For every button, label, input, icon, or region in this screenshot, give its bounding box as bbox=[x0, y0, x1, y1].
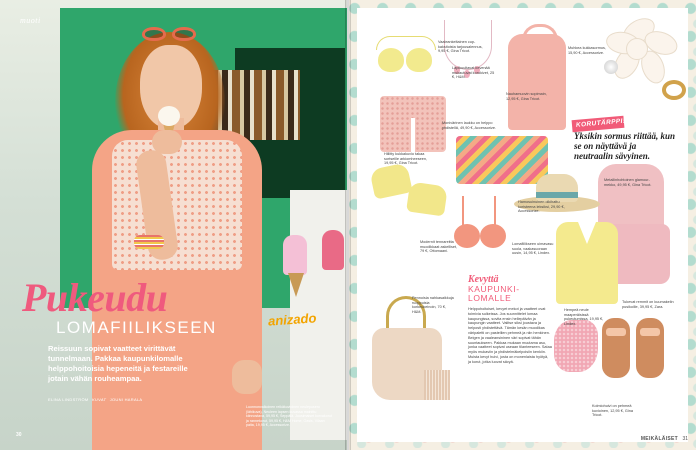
caption-bag: Pennoisia nahkasaikkuja ruoppuisia korkeukeinoin, 70 €, H&M. bbox=[412, 296, 454, 315]
left-page bbox=[0, 0, 347, 450]
sandals-image bbox=[600, 318, 670, 380]
headline-sub: LOMAFIILIKSEEN bbox=[56, 318, 217, 337]
yellow-knit-image bbox=[556, 222, 618, 304]
spread-gutter bbox=[345, 0, 351, 450]
caption-dress: Metallinhohtoinen glamour-mekko, 49,95 €, Gina Tricot. bbox=[604, 178, 652, 187]
icecream-sticker bbox=[283, 235, 307, 275]
caption-necklace: Läpikuultavat kevenää mukautuvat korukivet, 25 €, H&M. bbox=[452, 66, 495, 80]
feature-box bbox=[468, 274, 552, 424]
byline-writer: ELINA LINDSTRÖM bbox=[48, 397, 89, 402]
caption-knit: Hempeä neule maaperäisissä pukeutumissa, 19,95 €, Lindex. bbox=[564, 308, 604, 327]
flower-ring-image bbox=[592, 14, 688, 100]
sunglasses bbox=[140, 27, 200, 41]
page-number-right: 31 bbox=[682, 436, 688, 442]
caption-shorts: Monivärinen laukku on helppo yhdistellä, 49,90 €, Accessorize. bbox=[442, 121, 497, 130]
headline-main: Pukeudu bbox=[22, 275, 168, 320]
lede-text: Reissuun sopivat vaatteet virittävät tunnelmaan. Pakkaa kaupunkilomalle helppohoitoisia hepeneitä ja festareille jotain vähän rouheampaa. bbox=[48, 344, 188, 383]
caption-hat: Hamosuinuinen olkihattu koristeena leksiksi, 29,90 €, Accessorize. bbox=[518, 200, 565, 214]
lace-sweater-front bbox=[112, 140, 242, 270]
photo-caption: Luonnonvalkoinen reikäkuvioinen neulepusero (lähikuva), Neuleen lapsen kuvassa mainittu kiinnostava, 59,95 €, Seppälä. Jousimaiset korvakorut ja rannekorut, 59,95 €, H&M Home, Oasis, Vilaan paita, 19,95 €, Accessorize. bbox=[246, 405, 332, 428]
caption-flower-ring: Muhkea kukkasormus, 15,90 €, Accessorize. bbox=[568, 46, 606, 55]
scarf-image bbox=[554, 320, 598, 372]
byline-photo-label: KUVAT bbox=[91, 397, 107, 402]
model-hand bbox=[152, 130, 182, 154]
page-number-left: 30 bbox=[16, 432, 22, 438]
bracelets bbox=[134, 235, 164, 249]
icecream-sticker-pink bbox=[322, 230, 344, 270]
jewelry-tip-label: KORUTÄRPPI! bbox=[575, 117, 626, 129]
feature-body: Helppohoitoiset, kevyet mekot ja vaatteet ovat toimivia sulkeissa. Jos suunnittelet lomaa kaupungissa, sovita ensin hellepäivän ja kaupungin vaatteet. Valitse siksi joustava ja helposti yhdistettävä. Tämän kesän muodikas väripaletti on pastellien pehmeä ja niin henkinen. Beigen ja vaaleansininen väri sopivat tähän suuntaukseen. Pakkaa mukaan muutama asu, jonka vaatteet sopivat useaan tilanteeseen. Sataa myös mukaviin ja yhdistelmäkelpoisiin kenkiin. Muista kevyt huivi, josta on monenlaista hyötyä, ja korut, jotka luovat sävyä. bbox=[468, 307, 552, 364]
caption-heels: Hillitty kukkakuvio takaa sortseille arkiomheeseen, 19,95 €, Gina Tricot. bbox=[384, 152, 428, 166]
caption-bikini-top: Vaaleankeltainen cup-kaksitoista tarjousalennus, 9,95 €, Gina Tricot. bbox=[438, 40, 483, 54]
ice-cream-scoop bbox=[158, 106, 180, 126]
magazine-name: MEIKÄLÄISET bbox=[640, 436, 679, 442]
yellow-shoes-image bbox=[372, 160, 456, 222]
feature-subtitle: KAUPUNKI-LOMALLE bbox=[468, 284, 520, 303]
swimsuit-image bbox=[452, 196, 508, 272]
caption-scarf: Kolmiohuivi on pehmeä kuvioinen, 12,95 €, Gina Tricot. bbox=[592, 404, 633, 418]
caption-tank-visible: Nauhamuovin sopimain, 12,95 €, Gina Tricot. bbox=[506, 92, 547, 101]
caption-sneakers: Modernit tennareitta muodikkaat askelliset, 79 €, Ottomaani. bbox=[420, 240, 458, 254]
model-hand-right bbox=[232, 360, 262, 394]
folio-right bbox=[641, 436, 688, 442]
caption-sandals: Tukevat remmit on kuumakelin pusikoille, 39,95 €, Zara. bbox=[622, 300, 674, 309]
truck-sign: anizado bbox=[267, 310, 317, 329]
headline bbox=[22, 275, 322, 338]
byline-photographer: JOUNI HARALA bbox=[109, 397, 143, 402]
caption-swimsuit: Lomafiilikseen uimavasu suola, vaakasuoraan uusin, 14,95 €, Lindex. bbox=[512, 242, 554, 256]
tank-top-image bbox=[508, 34, 566, 130]
byline bbox=[48, 397, 198, 402]
feature-title: Kevyttä bbox=[468, 274, 499, 285]
bikini-top-image bbox=[376, 36, 436, 72]
floral-shorts-image bbox=[380, 96, 446, 152]
section-tag: muoti bbox=[20, 16, 41, 25]
ring-headline: Yksikin sormus riittää, kun se on näyttävä ja neutraalin sävyinen. bbox=[574, 131, 676, 161]
